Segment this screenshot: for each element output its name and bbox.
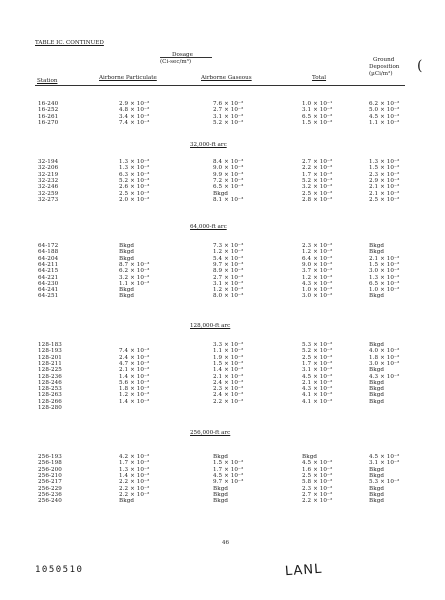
arc-label: 128,000-ft arc (190, 323, 231, 329)
ground-cell: Bkgd (369, 466, 385, 473)
gaseous-cell: 1.9 × 10⁻² (213, 354, 244, 361)
particulate-cell: Bkgd (119, 287, 135, 294)
arc-label: 256,000-ft arc (190, 430, 231, 436)
ground-cell: Bkgd (369, 472, 385, 479)
station-header: Station (37, 78, 58, 84)
total-cell: 4.5 × 10⁻² (302, 373, 333, 380)
total-cell: 4.3 × 10⁻² (302, 280, 333, 287)
ground-cell: 2.3 × 10⁻² (369, 171, 400, 178)
total-cell: 3.1 × 10⁻² (302, 367, 333, 374)
gaseous-cell: 2.4 × 10⁻² (213, 392, 244, 399)
ground-cell: 4.5 × 10⁻² (369, 113, 400, 120)
gaseous-cell: 1.1 × 10⁻² (213, 348, 244, 355)
gaseous-cell: 1.4 × 10⁻² (213, 367, 244, 374)
ground-cell: Bkgd (369, 249, 385, 256)
station-cell: 32-194 (38, 159, 59, 165)
ground-cell: Bkgd (369, 379, 385, 386)
ground-cell: Bkgd (369, 485, 385, 492)
particulate-cell: Bkgd (119, 498, 135, 505)
gaseous-cell: 5.4 × 10⁻² (213, 255, 244, 262)
ground-cell: Bkgd (369, 392, 385, 399)
ground-cell: 3.1 × 10⁻² (369, 460, 400, 467)
station-cell: 256-210 (38, 472, 62, 479)
particulate-cell: 6.3 × 10⁻³ (119, 171, 150, 178)
ground-cell: Bkgd (369, 386, 385, 393)
ground-cell: 2.1 × 10⁻² (369, 184, 400, 191)
particulate-cell: 7.4 × 10⁻³ (119, 119, 150, 126)
particulate-cell: 1.4 × 10⁻² (119, 373, 150, 380)
total-cell: 5.3 × 10⁻² (302, 342, 333, 348)
station-cell: 64-211 (38, 261, 59, 268)
total-cell: 5.2 × 10⁻³ (302, 177, 333, 184)
total-cell: 1.6 × 10⁻² (302, 466, 333, 473)
ground-cell: 2.9 × 10⁻³ (369, 177, 400, 184)
particulate-cell: 2.2 × 10⁻² (119, 479, 150, 486)
particulate-cell: 3.4 × 10⁻² (119, 113, 150, 120)
ground-cell: 3.0 × 10⁻² (369, 268, 400, 275)
station-cell: 256-240 (38, 498, 62, 505)
total-cell: 2.8 × 10⁻² (302, 196, 333, 203)
station-cell: 128-263 (38, 392, 62, 399)
total-cell: 9.0 × 10⁻² (302, 261, 333, 268)
station-cell: 32-259 (38, 190, 59, 197)
station-cell: 256-229 (38, 485, 62, 492)
particulate-cell: Bkgd (119, 293, 135, 300)
station-cell: 32-206 (38, 165, 59, 172)
particulate-cell: 2.2 × 10⁻² (119, 485, 150, 492)
total-cell: 3.2 × 10⁻² (302, 184, 333, 191)
gaseous-cell: Bkgd (213, 190, 229, 197)
ground-cell: 2.5 × 10⁻² (369, 196, 400, 203)
ground-cell: 2.1 × 10⁻² (369, 190, 400, 197)
particulate-cell: 8.7 × 10⁻³ (119, 261, 150, 268)
ground-cell: 4.5 × 10⁻² (369, 454, 400, 460)
ground-cell: 1.8 × 10⁻² (369, 354, 400, 361)
ground-cell: Bkgd (369, 243, 385, 249)
total-cell: 5.8 × 10⁻² (302, 479, 333, 486)
gaseous-cell: 8.1 × 10⁻³ (213, 196, 244, 203)
total-cell: 2.5 × 10⁻² (302, 472, 333, 479)
particulate-cell: 6.2 × 10⁻³ (119, 268, 150, 275)
total-cell: 1.0 × 10⁻² (302, 287, 333, 294)
ground-cell: Bkgd (369, 498, 385, 505)
dosage-units: (Ci-sec/m³) (160, 59, 192, 65)
gaseous-cell: 3.3 × 10⁻² (213, 342, 244, 348)
total-cell: 6.5 × 10⁻² (302, 113, 333, 120)
arc-label: 32,000-ft arc (190, 142, 227, 148)
particulate-cell: 5.2 × 10⁻³ (119, 177, 150, 184)
total-cell: 4.5 × 10⁻² (302, 460, 333, 467)
station-cell: 128-225 (38, 367, 62, 374)
station-cell: 64-241 (38, 287, 59, 294)
particulate-cell: 2.0 × 10⁻² (119, 196, 150, 203)
total-cell: 3.1 × 10⁻² (302, 107, 333, 114)
station-cell: 128-183 (38, 342, 62, 348)
total-cell: 2.1 × 10⁻² (302, 379, 333, 386)
station-cell: 256-200 (38, 466, 62, 473)
total-cell: 3.7 × 10⁻² (302, 268, 333, 275)
gaseous-cell: 9.0 × 10⁻³ (213, 165, 244, 172)
gaseous-cell: 1.2 × 10⁻² (213, 249, 244, 256)
gaseous-cell: 2.4 × 10⁻² (213, 379, 244, 386)
total-cell: 1.5 × 10⁻² (302, 119, 333, 126)
ground-cell: 3.0 × 10⁻² (369, 360, 400, 367)
station-cell: 64-215 (38, 268, 59, 275)
total-cell: 2.5 × 10⁻² (302, 354, 333, 361)
ground-cell: 1.0 × 10⁻² (369, 287, 400, 294)
ground-cell: 1.5 × 10⁻² (369, 261, 400, 268)
station-cell: 128-253 (38, 386, 62, 393)
particulate-cell: 1.3 × 10⁻² (119, 159, 150, 165)
ground-cell: 4.3 × 10⁻² (369, 373, 400, 380)
ground-cell: 1.5 × 10⁻² (369, 165, 400, 172)
station-cell: 128-236 (38, 373, 62, 380)
particulate-cell: Bkgd (119, 249, 135, 256)
gaseous-cell: 8.9 × 10⁻³ (213, 268, 244, 275)
ground-cell: 1.3 × 10⁻² (369, 159, 400, 165)
gaseous-cell: 1.5 × 10⁻² (213, 460, 244, 467)
gaseous-cell: Bkgd (213, 491, 229, 498)
total-cell: 1.2 × 10⁻² (302, 274, 333, 281)
particulate-cell: 2.5 × 10⁻² (119, 190, 150, 197)
station-cell: 64-188 (38, 249, 59, 256)
station-cell: 32-246 (38, 184, 59, 191)
station-cell: 16-270 (38, 119, 59, 126)
particulate-cell: 4.8 × 10⁻² (119, 107, 150, 114)
total-cell: 4.1 × 10⁻² (302, 392, 333, 399)
station-cell: 64-230 (38, 280, 59, 287)
ground-cell: 6.2 × 10⁻² (369, 101, 400, 107)
gaseous-cell: 3.1 × 10⁻² (213, 113, 244, 120)
station-cell: 16-252 (38, 107, 59, 114)
total-cell: 1.7 × 10⁻² (302, 360, 333, 367)
gaseous-cell: 2.3 × 10⁻² (213, 386, 244, 393)
particulate-cell: 4.7 × 10⁻² (119, 360, 150, 367)
station-cell: 128-193 (38, 348, 62, 355)
particulate-cell: 1.3 × 10⁻² (119, 165, 150, 172)
ground-header-line2: Deposition (369, 64, 400, 70)
total-cell: 1.7 × 10⁻² (302, 171, 333, 178)
total-cell: 1.0 × 10⁻¹ (302, 101, 333, 107)
particulate-cell: 2.9 × 10⁻² (119, 101, 150, 107)
gaseous-cell: Bkgd (213, 454, 229, 460)
lanl-stamp: LANL (284, 561, 323, 580)
total-cell: 5.2 × 10⁻² (302, 348, 333, 355)
gaseous-cell: 3.1 × 10⁻² (213, 280, 244, 287)
gaseous-cell: 2.1 × 10⁻² (213, 373, 244, 380)
gaseous-cell: 9.7 × 10⁻³ (213, 479, 244, 486)
ground-cell: 1.1 × 10⁻² (369, 119, 400, 126)
total-cell: 2.2 × 10⁻² (302, 498, 333, 505)
station-cell: 128-211 (38, 360, 62, 367)
arc-label: 64,000-ft arc (190, 224, 227, 230)
total-cell: 2.5 × 10⁻² (302, 190, 333, 197)
station-cell: 16-261 (38, 113, 59, 120)
particulate-cell: 7.4 × 10⁻² (119, 348, 150, 355)
gaseous-cell: 9.9 × 10⁻³ (213, 171, 244, 178)
station-cell: 32-232 (38, 177, 59, 184)
total-cell: 2.7 × 10⁻² (302, 159, 333, 165)
gaseous-cell: 2.2 × 10⁻² (213, 398, 244, 405)
station-cell: 64-251 (38, 293, 59, 300)
particulate-cell: 2.1 × 10⁻² (119, 367, 150, 374)
header-bottom-rule (35, 85, 405, 86)
station-cell: 256-198 (38, 460, 62, 467)
gaseous-header: Airborne Gaseous (201, 75, 252, 81)
dosage-header: Dosage (172, 52, 193, 58)
ground-cell: 1.3 × 10⁻² (369, 274, 400, 281)
gaseous-cell: 5.2 × 10⁻² (213, 119, 244, 126)
ground-cell: 5.0 × 10⁻² (369, 107, 400, 114)
station-cell: 64-204 (38, 255, 59, 262)
particulate-cell: 1.7 × 10⁻² (119, 460, 150, 467)
ground-header-units: (µCi/m²) (369, 71, 393, 77)
gaseous-cell: 2.7 × 10⁻² (213, 107, 244, 114)
station-cell: 16-240 (38, 101, 59, 107)
station-cell: 32-219 (38, 171, 59, 178)
total-cell: 4.1 × 10⁻² (302, 398, 333, 405)
station-cell: 64-172 (38, 243, 59, 249)
total-cell: 3.0 × 10⁻² (302, 293, 333, 300)
particulate-cell: 1.3 × 10⁻² (119, 466, 150, 473)
header-rule (160, 57, 212, 58)
total-cell: 2.3 × 10⁻² (302, 485, 333, 492)
total-cell: 6.4 × 10⁻² (302, 255, 333, 262)
ground-cell: Bkgd (369, 293, 385, 300)
total-cell: 2.3 × 10⁻² (302, 243, 333, 249)
total-cell: 4.3 × 10⁻² (302, 386, 333, 393)
ground-cell: 6.5 × 10⁻³ (369, 280, 400, 287)
station-cell: 32-273 (38, 196, 59, 203)
gaseous-cell: Bkgd (213, 498, 229, 505)
particulate-cell: 2.4 × 10⁻² (119, 354, 150, 361)
particulate-cell: 1.8 × 10⁻² (119, 386, 150, 393)
particulate-header: Airborne Particulate (99, 75, 157, 81)
particulate-cell: Bkgd (119, 255, 135, 262)
gaseous-cell: 7.6 × 10⁻² (213, 101, 244, 107)
station-cell: 256-217 (38, 479, 62, 486)
gaseous-cell: 2.7 × 10⁻² (213, 274, 244, 281)
particulate-cell: 2.6 × 10⁻³ (119, 184, 150, 191)
particulate-cell: 2.2 × 10⁻² (119, 491, 150, 498)
particulate-cell: 1.4 × 10⁻² (119, 398, 150, 405)
gaseous-cell: 8.0 × 10⁻³ (213, 293, 244, 300)
station-cell: 256-236 (38, 491, 62, 498)
gaseous-cell: 8.4 × 10⁻³ (213, 159, 244, 165)
particulate-cell: 5.6 × 10⁻² (119, 379, 150, 386)
gaseous-cell: Bkgd (213, 485, 229, 492)
station-cell: 128-201 (38, 354, 62, 361)
gaseous-cell: 1.2 × 10⁻² (213, 287, 244, 294)
ground-cell: Bkgd (369, 342, 385, 348)
ground-cell: 4.0 × 10⁻² (369, 348, 400, 355)
ground-cell: 5.3 × 10⁻² (369, 479, 400, 486)
gaseous-cell: 4.5 × 10⁻² (213, 472, 244, 479)
total-cell: Bkgd (302, 454, 318, 460)
particulate-cell: 3.2 × 10⁻² (119, 274, 150, 281)
station-cell: 128-266 (38, 398, 62, 405)
ground-header-line1: Ground (373, 57, 395, 63)
gaseous-cell: 1.5 × 10⁻² (213, 360, 244, 367)
station-cell: 64-221 (38, 274, 59, 281)
station-cell: 256-193 (38, 454, 62, 460)
table-title: TABLE IC. CONTINUED (35, 40, 104, 46)
gaseous-cell: 7.2 × 10⁻³ (213, 177, 244, 184)
footer-code: 1050510 (35, 565, 84, 575)
gaseous-cell: 1.7 × 10⁻² (213, 466, 244, 473)
particulate-cell: 1.2 × 10⁻² (119, 392, 150, 399)
particulate-cell: 1.4 × 10⁻² (119, 472, 150, 479)
ground-cell: 2.1 × 10⁻² (369, 255, 400, 262)
station-cell: 128-280 (38, 405, 62, 411)
gaseous-cell: 7.3 × 10⁻³ (213, 243, 244, 249)
total-cell: 1.2 × 10⁻² (302, 249, 333, 256)
station-cell: 128-246 (38, 379, 62, 386)
particulate-cell: Bkgd (119, 243, 135, 249)
total-header: Total (312, 75, 327, 81)
gaseous-cell: 9.7 × 10⁻³ (213, 261, 244, 268)
particulate-cell: 1.1 × 10⁻² (119, 280, 150, 287)
total-cell: 2.2 × 10⁻² (302, 165, 333, 172)
total-cell: 2.7 × 10⁻² (302, 491, 333, 498)
gaseous-cell: 6.5 × 10⁻³ (213, 184, 244, 191)
ground-cell: Bkgd (369, 367, 385, 374)
ground-cell: Bkgd (369, 398, 385, 405)
margin-mark: ( (417, 58, 423, 74)
page-number: 46 (222, 540, 229, 546)
particulate-cell: 4.2 × 10⁻² (119, 454, 150, 460)
ground-cell: Bkgd (369, 491, 385, 498)
